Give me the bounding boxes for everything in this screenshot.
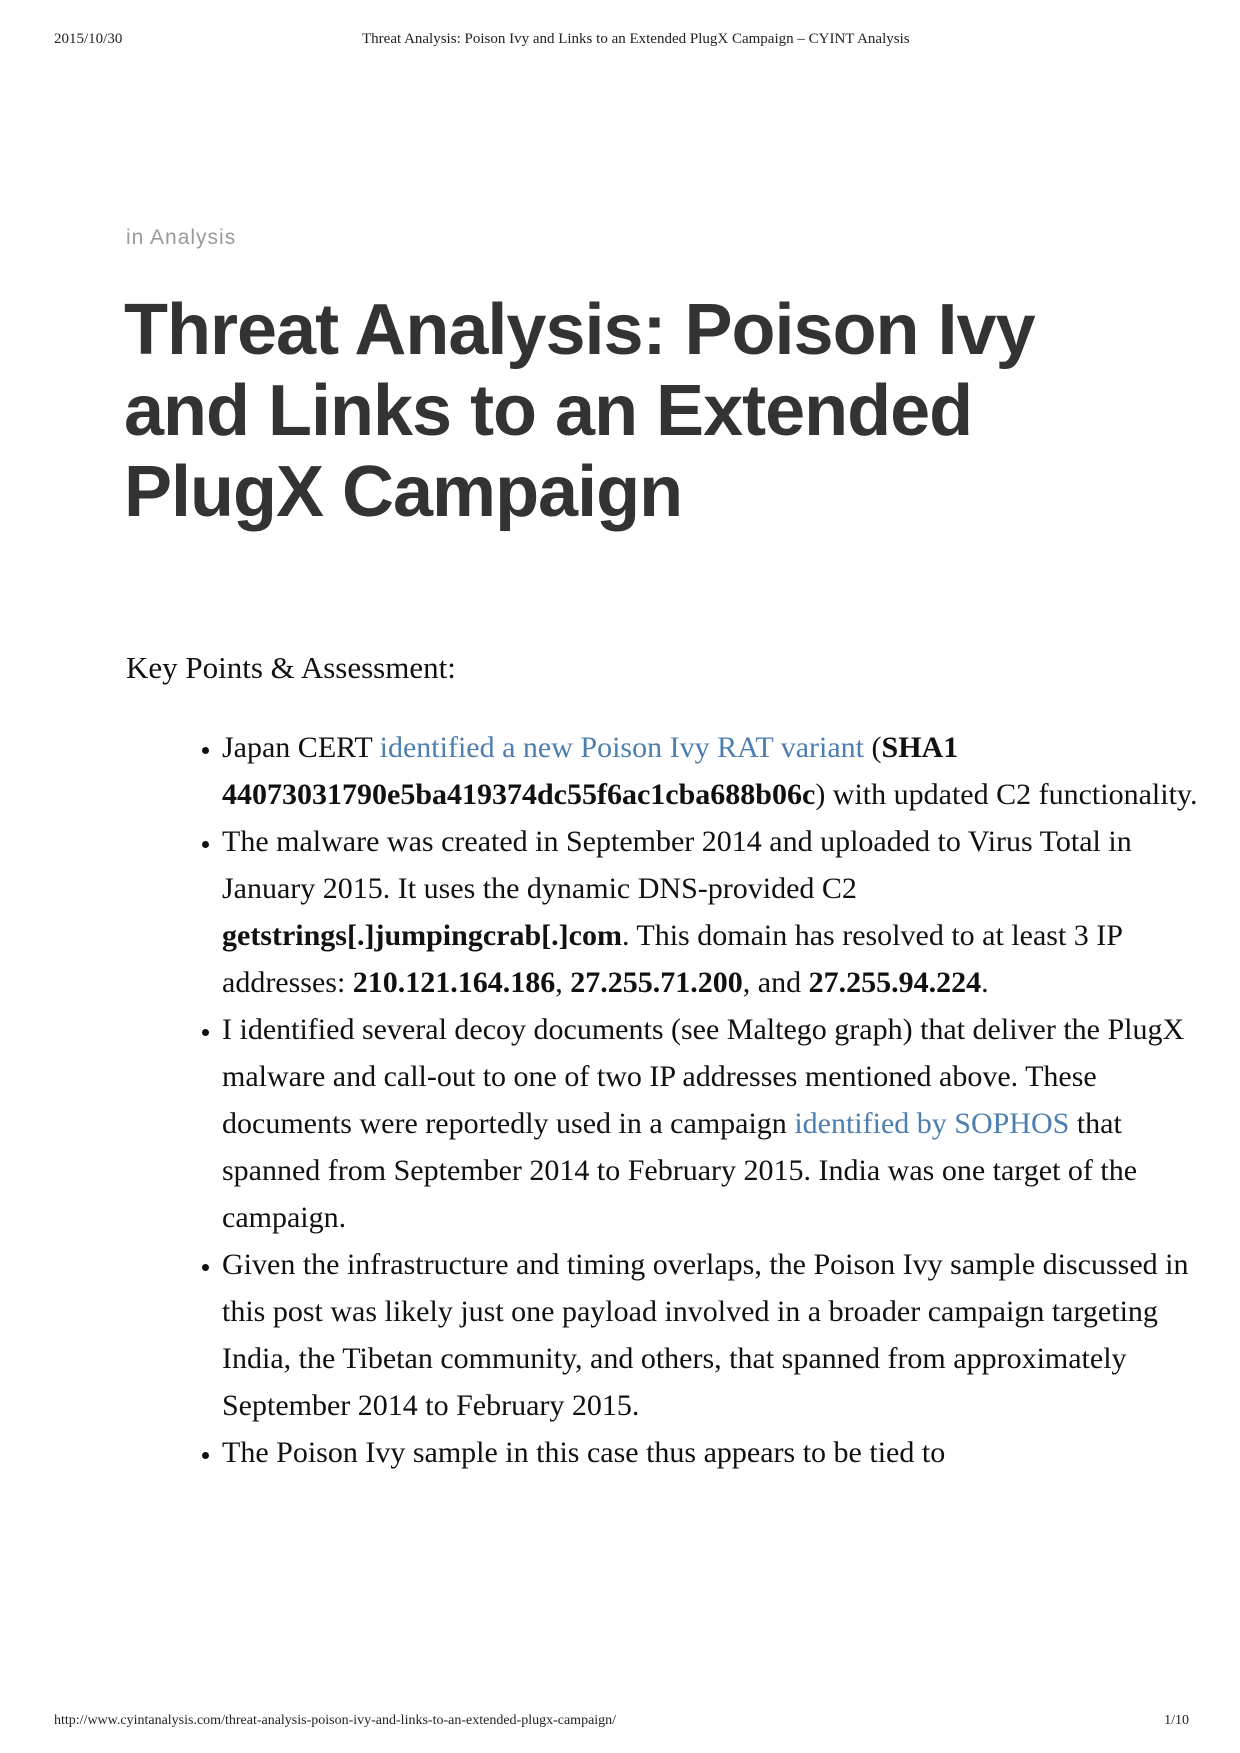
key-points-list (126, 724, 1222, 1476)
post-title: Threat Analysis: Poison Ivy and Links to an Extended PlugX Campaign (124, 290, 1035, 532)
ip-address: 27.255.94.224 (808, 966, 982, 999)
list-item (222, 818, 1222, 1006)
page-number: 1/10 (1164, 1713, 1189, 1728)
print-date: 2015/10/30 (54, 31, 123, 47)
bullet-text: ( (864, 731, 882, 764)
sophos-link[interactable]: identified by SOPHOS (794, 1107, 1070, 1140)
print-url: http://www.cyintanalysis.com/threat-analysis-poison-ivy-and-links-to-an-extended-plugx-campaign/ (54, 1713, 617, 1728)
post-category: in Analysis (126, 226, 237, 249)
japan-cert-link[interactable]: identified a new Poison Ivy RAT variant (379, 731, 865, 764)
bullet-text: Japan CERT (222, 731, 380, 764)
key-points-heading: Key Points & Assessment: (126, 650, 456, 685)
sha1-hash: SHA1 44073031790e5ba419374dc55f6ac1cba688b06c (222, 731, 959, 811)
bullet-text: . This domain has resolved to at least 3 IP addresses: (222, 919, 1122, 999)
bullet-text: that spanned from September 2014 to February 2015. India was one target of the campaign. (222, 1107, 1138, 1234)
print-footer (0, 1713, 1240, 1735)
list-item (222, 724, 1222, 818)
list-item (222, 1429, 1222, 1476)
print-header (0, 31, 1240, 55)
bullet-text: , and (742, 966, 809, 999)
ip-address: 27.255.71.200 (570, 966, 743, 999)
bullet-text: Given the infrastructure and timing overlaps, the Poison Ivy sample discussed in this post was likely just one payload involved in a broader campaign targeting India, the Tibetan community, and others, that spanned from approximately September 2014 to February 2015. (222, 1248, 1189, 1422)
c2-domain: getstrings[.]jumpingcrab[.]com (222, 919, 622, 952)
bullet-text: The malware was created in September 2014 and uploaded to Virus Total in January 2015. It uses the dynamic DNS-provided C2 (222, 825, 1132, 905)
bullet-text: , (555, 966, 571, 999)
print-page-title: Threat Analysis: Poison Ivy and Links to an Extended PlugX Campaign – CYINT Analysis (362, 31, 910, 47)
bullet-text: . (981, 966, 989, 999)
list-item (222, 1006, 1222, 1241)
bullet-text: I identified several decoy documents (see Maltego graph) that deliver the PlugX malware and call-out to one of two IP addresses mentioned above. These documents were reportedly used in a campaign (222, 1013, 1185, 1140)
list-item (222, 1241, 1222, 1429)
bullet-text: ) with updated C2 functionality. (815, 778, 1198, 811)
ip-address: 210.121.164.186 (352, 966, 556, 999)
bullet-text: The Poison Ivy sample in this case thus appears to be tied to (222, 1436, 946, 1469)
